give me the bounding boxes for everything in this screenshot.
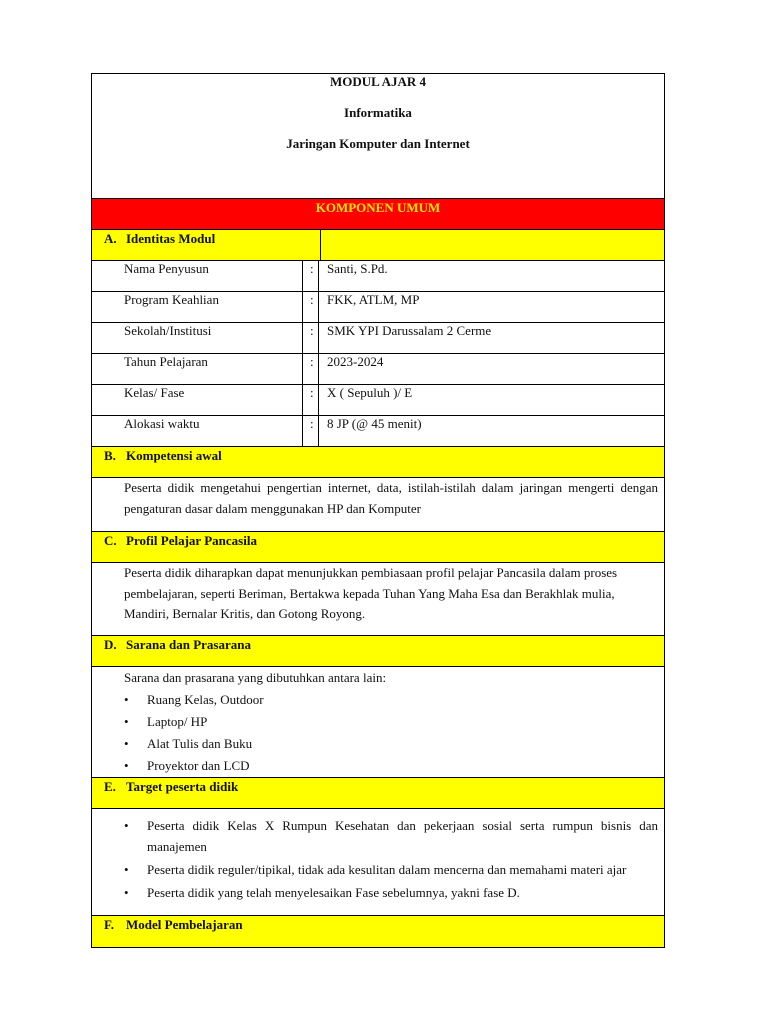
section-d-header — [92, 636, 664, 667]
identitas-row-kelas — [92, 385, 664, 416]
field-value: 2023-2024 — [327, 354, 384, 369]
section-title: Model Pembelajaran — [126, 917, 243, 932]
field-value: 8 JP (@ 45 menit) — [327, 416, 422, 431]
identitas-row-nama — [92, 261, 664, 292]
identitas-row-alokasi — [92, 416, 664, 447]
sarana-intro: Sarana dan prasarana yang dibutuhkan antara lain: — [124, 670, 387, 685]
section-title: Profil Pelajar Pancasila — [126, 533, 257, 548]
list-item: • Alat Tulis dan Buku — [124, 733, 658, 755]
section-f-header — [92, 916, 664, 947]
doc-title: MODUL AJAR 4 — [329, 74, 427, 89]
doc-subject: Informatika — [344, 105, 412, 120]
section-title: Identitas Modul — [126, 231, 216, 246]
field-label: Sekolah/Institusi — [124, 323, 212, 338]
list-item: • Laptop/ HP — [124, 711, 658, 733]
sarana-body — [92, 667, 664, 778]
section-letter: C. — [104, 533, 117, 548]
section-b-header — [92, 447, 664, 478]
field-label: Nama Penyusun — [124, 261, 209, 276]
colon: : — [310, 261, 314, 276]
field-value: SMK YPI Darussalam 2 Cerme — [327, 323, 492, 338]
sarana-list — [124, 689, 658, 777]
identitas-row-sekolah — [92, 323, 664, 354]
section-letter: F. — [104, 917, 114, 932]
list-item: • Proyektor dan LCD — [124, 755, 658, 777]
target-body — [92, 809, 664, 916]
divider — [320, 230, 321, 260]
section-letter: D. — [104, 637, 117, 652]
list-item: • Peserta didik Kelas X Rumpun Kesehatan dan pekerjaan sosial serta rumpun bisnis dan manajemen — [124, 815, 658, 857]
section-a-header — [92, 230, 664, 261]
modul-ajar-document — [91, 73, 665, 948]
list-item: • Peserta didik yang telah menyelesaikan Fase sebelumnya, yakni fase D. — [124, 882, 658, 903]
section-title: Kompetensi awal — [126, 448, 222, 463]
section-c-header — [92, 532, 664, 563]
field-label: Program Keahlian — [124, 292, 219, 307]
field-label: Tahun Pelajaran — [124, 354, 208, 369]
colon: : — [310, 323, 314, 338]
section-letter: A. — [104, 231, 117, 246]
field-value: Santi, S.Pd. — [327, 261, 388, 276]
field-value: FKK, ATLM, MP — [327, 292, 420, 307]
target-list — [124, 815, 658, 903]
identitas-row-tahun — [92, 354, 664, 385]
colon: : — [310, 354, 314, 369]
section-letter: B. — [104, 448, 116, 463]
kompetensi-awal-text: Peserta didik mengetahui pengertian internet, data, istilah-istilah dalam jaringan mengerti dengan pengaturan dasar dalam menggunakan HP dan Komputer — [92, 478, 664, 532]
field-value: X ( Sepuluh )/ E — [327, 385, 413, 400]
colon: : — [310, 416, 314, 431]
colon: : — [310, 385, 314, 400]
list-item: • Peserta didik reguler/tipikal, tidak ada kesulitan dalam mencerna dan memahami materi ajar — [124, 859, 658, 880]
colon: : — [310, 292, 314, 307]
doc-topic: Jaringan Komputer dan Internet — [286, 136, 470, 151]
field-label: Alokasi waktu — [124, 416, 200, 431]
komponen-umum-banner: KOMPONEN UMUM — [92, 199, 664, 230]
identitas-row-program — [92, 292, 664, 323]
title-block — [92, 74, 664, 199]
field-label: Kelas/ Fase — [124, 385, 185, 400]
section-title: Sarana dan Prasarana — [126, 637, 251, 652]
profil-pelajar-text: Peserta didik diharapkan dapat menunjukkan pembiasaan profil pelajar Pancasila dalam proses pembelajaran, seperti Beriman, Bertakwa kepada Tuhan Yang Maha Esa dan Berakhlak mulia, Mandiri, Bernalar Kritis, dan Gotong Royong. — [92, 563, 664, 636]
list-item: • Ruang Kelas, Outdoor — [124, 689, 658, 711]
section-letter: E. — [104, 779, 116, 794]
section-e-header — [92, 778, 664, 809]
section-title: Target peserta didik — [126, 779, 239, 794]
